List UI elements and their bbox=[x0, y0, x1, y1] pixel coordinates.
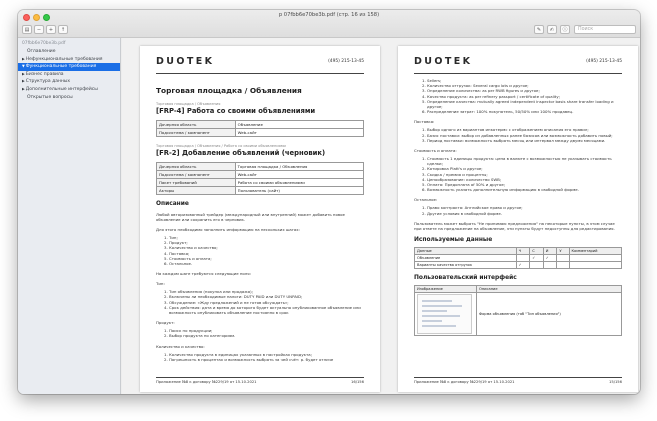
toolbar-left bbox=[22, 25, 68, 34]
page-15 bbox=[398, 46, 638, 392]
list-item: 4. Качество продукта: as per refinery passport / certificate of quality; bbox=[427, 94, 622, 99]
company-logo: DUOTEK bbox=[414, 56, 473, 67]
table-cell bbox=[557, 261, 569, 268]
page-number: 15/156 bbox=[609, 380, 622, 384]
document-viewer[interactable] bbox=[122, 38, 640, 394]
description-text: Для этого необходимо заполнить информацию на нескольких шагах: bbox=[156, 227, 300, 232]
table-cell: Торговая площадка / Объявления bbox=[235, 163, 363, 171]
form-screenshot-image bbox=[417, 294, 472, 334]
search-input[interactable]: Поиск bbox=[574, 25, 636, 34]
requirement-table bbox=[156, 120, 364, 137]
list-item: 6. Распределение затрат: 100% покупатель, 50/50% или 100% продавец. bbox=[427, 109, 622, 114]
sidebar-item[interactable] bbox=[18, 56, 120, 64]
sidebar-item-label: Открытые вопросы bbox=[27, 94, 73, 100]
list-item: 2. Продукт; bbox=[169, 240, 364, 245]
list-item: 5. Оплата: Предоплата of 50% и другое; bbox=[427, 182, 622, 187]
list-item: 1. Sellers; bbox=[427, 78, 622, 83]
list-item: 2. Количество отгрузок: Several cargo lots и другое; bbox=[427, 83, 622, 88]
sidebar-item-label: Функциональные требования bbox=[25, 64, 97, 70]
page-16 bbox=[140, 46, 380, 392]
page-number: 16/156 bbox=[351, 380, 364, 384]
breadcrumb-note: Торговая площадка / Объявления bbox=[156, 102, 221, 106]
sidebar-item-label: Дополнительные интерфейсы bbox=[25, 86, 98, 92]
preview-window bbox=[18, 10, 640, 394]
sidebar-item[interactable] bbox=[18, 71, 120, 79]
footer-text: Приложение №8 к договору №229/19 от 15.10.2021 bbox=[156, 380, 257, 384]
company-logo: DUOTEK bbox=[156, 56, 215, 67]
table-cell bbox=[569, 254, 622, 261]
annotate-button[interactable]: ✎ bbox=[534, 25, 544, 34]
data-heading: Используемые данные bbox=[414, 236, 493, 243]
table-cell bbox=[516, 254, 530, 261]
header-rule bbox=[414, 73, 622, 74]
page-footer bbox=[414, 377, 622, 384]
sidebar-header: 07fbb6e70be3b.pdf bbox=[22, 41, 66, 46]
table-cell: Подсистема / компонент bbox=[157, 171, 236, 179]
table-header: Данные bbox=[415, 247, 517, 254]
list-item: 6. Возможность указать дополнительную информацию в свободной форме. bbox=[427, 187, 622, 192]
quantity-fields-list bbox=[169, 352, 364, 362]
disclosure-arrow-icon[interactable]: ▼ bbox=[22, 64, 25, 69]
table-row bbox=[157, 129, 364, 137]
delivery-list bbox=[427, 127, 622, 143]
list-item: 1. Тип объявления (покупка или продажа); bbox=[169, 289, 364, 294]
sidebar-item[interactable] bbox=[18, 78, 120, 86]
header-rule bbox=[156, 73, 364, 74]
list-item: 1. Количество продукта в единицах указанных в настройках продукта; bbox=[169, 352, 364, 357]
sidebar-item-label: Нефункциональные требования bbox=[25, 56, 103, 62]
ui-caption: Форма объявления (таб "Тип объявления") bbox=[477, 292, 622, 335]
disclosure-arrow-icon[interactable]: ▶ bbox=[22, 79, 25, 84]
list-item: 1. Поиск по продукции; bbox=[169, 328, 364, 333]
list-item: 3. Период поставки: возможность выбрать месяц или интервал между двумя месяцами. bbox=[427, 138, 622, 143]
ui-table bbox=[414, 285, 622, 336]
list-item: 2. Базис поставки: выбор из добавленных ранее базисов или возможность добавить новый; bbox=[427, 133, 622, 138]
table-cell: Дочерняя область bbox=[157, 163, 236, 171]
list-item: 4. Ценообразование: количество SWB; bbox=[427, 177, 622, 182]
table-row bbox=[157, 121, 364, 129]
table-row bbox=[415, 254, 622, 261]
breadcrumb-note: Торговая площадка / Объявления / Работа со своими объявлениями bbox=[156, 144, 286, 148]
info-icon[interactable]: ⓘ bbox=[560, 25, 570, 34]
table-cell: ✓ bbox=[543, 254, 557, 261]
sidebar-item[interactable] bbox=[18, 63, 120, 71]
table-row bbox=[157, 171, 364, 179]
phone-number: (495) 215-13-45 bbox=[586, 59, 622, 64]
table-row bbox=[157, 163, 364, 171]
list-item: 2. Котировка Platt's и другое; bbox=[427, 166, 622, 171]
list-item: 3. Скидка / премия и проценты; bbox=[427, 172, 622, 177]
sidebar-list bbox=[18, 48, 120, 101]
table-cell bbox=[569, 261, 622, 268]
page-footer bbox=[156, 377, 364, 384]
zoom-out-button[interactable]: − bbox=[34, 25, 44, 34]
list-item: 1. Тип; bbox=[169, 235, 364, 240]
table-cell bbox=[557, 254, 569, 261]
disclosure-arrow-icon[interactable]: ▶ bbox=[22, 56, 25, 61]
table-header: Изображение bbox=[415, 285, 477, 292]
section-label: Тип: bbox=[156, 281, 165, 287]
phone-number: (495) 215-13-45 bbox=[328, 59, 364, 64]
list-item: 3. Обсуждение: «Жду предложений и не готов обсуждать»; bbox=[169, 300, 364, 305]
sidebar-item-label: Структура данных bbox=[25, 79, 71, 85]
sidebar-item[interactable] bbox=[18, 94, 120, 102]
steps-list bbox=[169, 235, 364, 266]
list-item: 1. Право контракта: Английское право и другое; bbox=[427, 205, 622, 210]
sidebar-item[interactable] bbox=[18, 86, 120, 94]
table-header: С bbox=[530, 247, 544, 254]
table-cell: Акторы bbox=[157, 187, 236, 195]
disclosure-arrow-icon[interactable]: ▶ bbox=[22, 71, 25, 76]
requirement-title: [FRP-4] Работа со своими объявлениями bbox=[156, 107, 316, 115]
table-cell bbox=[543, 261, 557, 268]
sidebar-item[interactable] bbox=[18, 48, 120, 56]
list-item: 2. Выбор продукта по категориям. bbox=[169, 333, 364, 338]
footer-text: Приложение №8 к договору №229/19 от 15.10.2021 bbox=[414, 380, 515, 384]
requirement-table bbox=[156, 162, 364, 195]
list-item: 3. Количество и качество; bbox=[169, 245, 364, 250]
table-header: Комментарий bbox=[569, 247, 622, 254]
sidebar-toggle-button[interactable]: ▤ bbox=[22, 25, 32, 34]
list-item: 1. Стоимость 1 единицы продукта: цена в валюте с возможностью не указывать стоимость сделки; bbox=[427, 156, 622, 166]
table-header: Ч bbox=[516, 247, 530, 254]
table-cell bbox=[530, 261, 544, 268]
table-cell: Пользователь (сайт) bbox=[235, 187, 363, 195]
zoom-in-button[interactable]: + bbox=[46, 25, 56, 34]
table-cell: ✓ bbox=[530, 254, 544, 261]
toolbar-right bbox=[534, 25, 570, 34]
description-text: На каждом шаге требуются следующие поля: bbox=[156, 271, 251, 277]
other-list bbox=[427, 205, 622, 215]
section-label: Поставка: bbox=[414, 119, 435, 125]
list-item: 2. Включены ли необходимые налоги: DUTY PAID или DUTY UNPAID; bbox=[169, 294, 364, 299]
table-cell: Подсистема / компонент bbox=[157, 129, 236, 137]
note-paragraph: Пользователь может выбрать "Не принимаю предложения" на некоторые пункты, в этом случае при ответе на предложение на объявление, эти пункты будут недоступны для редактирования. bbox=[414, 220, 615, 231]
pen-icon[interactable]: ✍ bbox=[547, 25, 557, 34]
list-item: 4. Поставка; bbox=[169, 251, 364, 256]
sidebar-item-label: Оглавление bbox=[27, 49, 56, 54]
section-label: Стоимость и оплата: bbox=[414, 148, 457, 154]
product-fields-list bbox=[169, 328, 364, 338]
table-cell: Варианты качества отгрузок bbox=[415, 261, 517, 268]
section-label: Остальное: bbox=[414, 197, 438, 203]
list-item: 6. Остальное. bbox=[169, 261, 364, 266]
table-row bbox=[157, 187, 364, 195]
table-cell: Пакет требований bbox=[157, 179, 236, 187]
table-row bbox=[415, 261, 622, 268]
type-fields-list bbox=[169, 289, 364, 315]
disclosure-arrow-icon[interactable]: ▶ bbox=[22, 86, 25, 91]
price-list bbox=[427, 156, 622, 192]
list-item: 2. Другие условия в свободной форме. bbox=[427, 211, 622, 216]
data-table bbox=[414, 247, 622, 269]
share-button[interactable]: ↑ bbox=[58, 25, 68, 34]
list-item: 2. Погрешность в процентах и возможность выбрать за чей счёт: р. будет отличе bbox=[169, 357, 364, 362]
sidebar-outline bbox=[18, 38, 121, 394]
table-cell: ✓ bbox=[516, 261, 530, 268]
window-title: р 07fbb6e70be3b.pdf (стр. 16 из 158) bbox=[278, 12, 380, 18]
list-item: 1. Выбор одного из вариантов инкотермс с отображением описания его правил; bbox=[427, 127, 622, 132]
description-heading: Описание bbox=[156, 201, 189, 207]
table-cell: Работа со своими объявлениями bbox=[235, 179, 363, 187]
title-bar bbox=[18, 10, 640, 38]
table-header: У bbox=[557, 247, 569, 254]
continued-list bbox=[427, 78, 622, 114]
table-cell: Web-сайт bbox=[235, 171, 363, 179]
requirement-title: [FR-2] Добавление объявлений (черновик) bbox=[156, 149, 326, 157]
description-text: Любой авторизованный трейдер (международный или внутренний) может добавить новое объявление или сохранить его в черновик. bbox=[156, 212, 345, 222]
section-label: Продукт: bbox=[156, 320, 175, 326]
table-cell: Дочерняя область bbox=[157, 121, 236, 129]
table-header: Описание bbox=[477, 285, 622, 292]
table-cell: Объявление bbox=[415, 254, 517, 261]
list-item: 3. Определение количества: as per RWB figures и другое; bbox=[427, 88, 622, 93]
section-label: Количество и качество: bbox=[156, 343, 205, 349]
table-cell: Объявление bbox=[235, 121, 363, 129]
table-row bbox=[157, 179, 364, 187]
page-title: Торговая площадка / Объявления bbox=[156, 86, 302, 95]
ui-heading: Пользовательский интерфейс bbox=[414, 274, 517, 281]
table-cell: Web-сайт bbox=[235, 129, 363, 137]
list-item: 5. Стоимость и оплата; bbox=[169, 256, 364, 261]
table-header: И bbox=[543, 247, 557, 254]
list-item: 4. Срок действия: дата и время до которого будет актуально опубликованное объявление или возможность опубликовать объявление постоянно в срок bbox=[169, 305, 364, 315]
sidebar-item-label: Бизнес правила bbox=[25, 71, 64, 77]
list-item: 5. Определение качества: mutually agreed independent inspector basis share transfer loading и другое; bbox=[427, 99, 622, 109]
